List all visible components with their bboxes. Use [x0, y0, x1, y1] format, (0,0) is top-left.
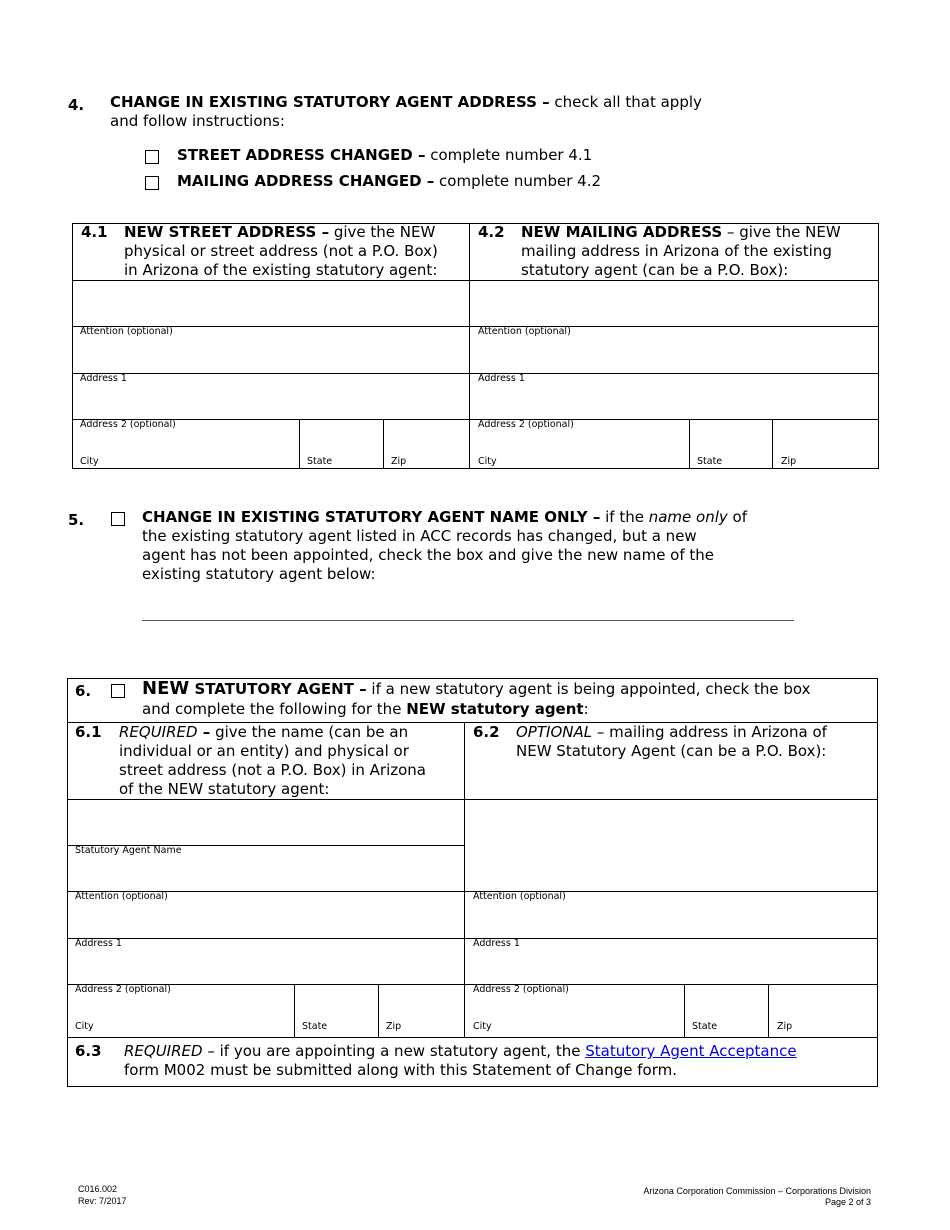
mailing-attention-input[interactable] [470, 281, 878, 326]
agent-mailing-city-label: City [473, 1021, 492, 1032]
section-4-instruction-2: and follow instructions: [110, 112, 285, 130]
section-6-line-2a: and complete the following for the [142, 700, 407, 718]
street-attention-input[interactable] [73, 281, 469, 326]
section-6-3-text [124, 1042, 874, 1080]
mailing-address2-label: Address 2 (optional) [478, 419, 574, 430]
street-address2-label: Address 2 (optional) [80, 419, 176, 430]
agent-attention-label: Attention (optional) [75, 891, 168, 902]
section-6-heading [142, 679, 872, 699]
street-attention-label: Attention (optional) [80, 326, 173, 337]
section-4-title: CHANGE IN EXISTING STATUTORY AGENT ADDRESS – [110, 93, 550, 111]
section-6-title-big: NEW [142, 678, 190, 699]
section-5-number: 5. [68, 511, 85, 529]
new-agent-checkbox[interactable] [111, 684, 125, 698]
agent-address2-input[interactable] [68, 950, 464, 984]
agent-address1-input[interactable] [68, 903, 464, 938]
street-address-changed-label [177, 146, 592, 165]
agent-zip-label: Zip [386, 1021, 402, 1032]
mailing-address-changed-bold: MAILING ADDRESS CHANGED – [177, 172, 435, 190]
agent-mailing-attention-label: Attention (optional) [473, 891, 566, 902]
agent-name-input[interactable] [68, 800, 464, 845]
section-4-2-line-3: statutory agent (can be a P.O. Box): [521, 261, 789, 279]
footer-page-number: Page 2 of 3 [824, 1197, 871, 1207]
section-5-line-1c: of [727, 508, 747, 526]
section-6-2-line-1: – mailing address in Arizona of [592, 723, 827, 741]
section-6-line-2-row [142, 700, 872, 719]
section-6-3-number: 6.3 [75, 1042, 102, 1060]
section-6-1-required: REQUIRED [119, 723, 198, 741]
section-6-3-required: REQUIRED [124, 1042, 203, 1060]
agent-zip-input[interactable] [379, 985, 464, 1020]
section-4-2-heading [521, 223, 876, 280]
section-5-line-2: the existing statutory agent listed in ACC records has changed, but a new [142, 527, 697, 545]
agent-mailing-address2-input[interactable] [465, 950, 878, 984]
agent-mailing-attention-input[interactable] [465, 800, 878, 891]
street-zip-label: Zip [391, 456, 407, 467]
mailing-address-changed-label [177, 172, 601, 191]
section-4-heading [110, 93, 810, 131]
section-6-1-line-2: individual or an entity) and physical or [119, 742, 409, 760]
agent-state-label: State [302, 1021, 328, 1032]
section-6-1-line-3: street address (not a P.O. Box) in Arizona [119, 761, 426, 779]
section-6-1-line-1: give the name (can be an [210, 723, 409, 741]
section-4-1-line-1: give the NEW [329, 223, 436, 241]
section-5-line-4: existing statutory agent below: [142, 565, 376, 583]
section-6-3-line-2: form M002 must be submitted along with this Statement of Change form. [124, 1061, 678, 1079]
section-5-title: CHANGE IN EXISTING STATUTORY AGENT NAME ONLY – [142, 508, 601, 526]
section-4-1-line-2: physical or street address (not a P.O. Box) [124, 242, 438, 260]
agent-mailing-address1-label: Address 1 [473, 938, 520, 949]
agent-mailing-state-label: State [692, 1021, 718, 1032]
agent-mailing-address1-input[interactable] [465, 903, 878, 938]
new-agent-name-input[interactable] [142, 596, 794, 621]
mailing-address1-input[interactable] [470, 338, 878, 373]
section-4-number: 4. [68, 96, 85, 114]
section-6-line-2b: NEW statutory agent [406, 700, 584, 718]
street-address2-input[interactable] [73, 385, 469, 419]
section-6-2-line-2: NEW Statutory Agent (can be a P.O. Box): [516, 742, 827, 760]
agent-state-input[interactable] [295, 985, 378, 1020]
mailing-state-input[interactable] [690, 420, 772, 455]
street-address-changed-checkbox[interactable] [145, 150, 159, 164]
mailing-city-label: City [478, 456, 497, 467]
mailing-city-input[interactable] [470, 431, 689, 455]
street-address-changed-rest: complete number 4.1 [425, 146, 593, 164]
agent-attention-input[interactable] [68, 857, 464, 891]
section-4-1-number: 4.1 [81, 223, 108, 241]
section-6-1-line-4: of the NEW statutory agent: [119, 780, 330, 798]
mailing-address2-input[interactable] [470, 385, 878, 419]
agent-address1-label: Address 1 [75, 938, 122, 949]
agent-name-change-checkbox[interactable] [111, 512, 125, 526]
agent-city-input[interactable] [68, 996, 294, 1020]
section-4-2-number: 4.2 [478, 223, 505, 241]
section-6-line-1: if a new statutory agent is being appointed, check the box [366, 680, 811, 698]
section-5-line-1a: if the [600, 508, 649, 526]
section-4-1-heading [124, 223, 469, 280]
section-6-2-number: 6.2 [473, 723, 500, 741]
street-state-input[interactable] [300, 420, 383, 455]
section-4-2-line-1: – give the NEW [722, 223, 841, 241]
mailing-zip-label: Zip [781, 456, 797, 467]
street-state-label: State [307, 456, 333, 467]
section-4-2-line-2: mailing address in Arizona of the existing [521, 242, 832, 260]
agent-mailing-state-input[interactable] [685, 985, 768, 1020]
mailing-address1-label: Address 1 [478, 373, 525, 384]
section-6-line-2c: : [583, 700, 589, 718]
section-6-2-heading [516, 723, 876, 761]
footer-agency: Arizona Corporation Commission – Corporations Division [643, 1186, 871, 1196]
street-address1-label: Address 1 [80, 373, 127, 384]
section-6-2-optional: OPTIONAL [516, 723, 593, 741]
section-5-line-3: agent has not been appointed, check the box and give the new name of the [142, 546, 715, 564]
statutory-agent-acceptance-link[interactable]: Statutory Agent Acceptance [585, 1042, 797, 1060]
section-5-heading [142, 508, 842, 584]
footer-revision: Rev: 7/2017 [78, 1196, 127, 1206]
section-6-1-number: 6.1 [75, 723, 102, 741]
section-6-1-dash: – [197, 723, 211, 741]
mailing-zip-input[interactable] [773, 420, 878, 455]
agent-mailing-zip-input[interactable] [769, 985, 878, 1020]
section-6-title-rest: STATUTORY AGENT – [189, 680, 367, 698]
mailing-state-label: State [697, 456, 723, 467]
section-5-line-1b: name only [648, 508, 728, 526]
street-zip-input[interactable] [384, 420, 469, 455]
agent-mailing-city-input[interactable] [465, 996, 684, 1020]
section-6-1-heading [119, 723, 464, 799]
mailing-address-changed-checkbox[interactable] [145, 176, 159, 190]
footer-form-id: C016.002 [78, 1184, 118, 1194]
mailing-attention-label: Attention (optional) [478, 326, 571, 337]
section-4-1-line-3: in Arizona of the existing statutory agent: [124, 261, 438, 279]
section-4-1-title: NEW STREET ADDRESS – [124, 223, 330, 241]
street-address-changed-bold: STREET ADDRESS CHANGED – [177, 146, 426, 164]
street-city-input[interactable] [73, 431, 299, 455]
section-4-instruction: check all that apply [549, 93, 702, 111]
agent-mailing-address2-label: Address 2 (optional) [473, 984, 569, 995]
mailing-address-changed-rest: complete number 4.2 [434, 172, 602, 190]
section-6-3-line-1: – if you are appointing a new statutory agent, the [202, 1042, 586, 1060]
agent-name-label: Statutory Agent Name [75, 845, 182, 856]
agent-address2-label: Address 2 (optional) [75, 984, 171, 995]
agent-mailing-zip-label: Zip [777, 1021, 793, 1032]
section-4-2-title: NEW MAILING ADDRESS [521, 223, 723, 241]
section-6-number: 6. [75, 682, 92, 700]
street-address1-input[interactable] [73, 338, 469, 373]
street-city-label: City [80, 456, 99, 467]
agent-city-label: City [75, 1021, 94, 1032]
